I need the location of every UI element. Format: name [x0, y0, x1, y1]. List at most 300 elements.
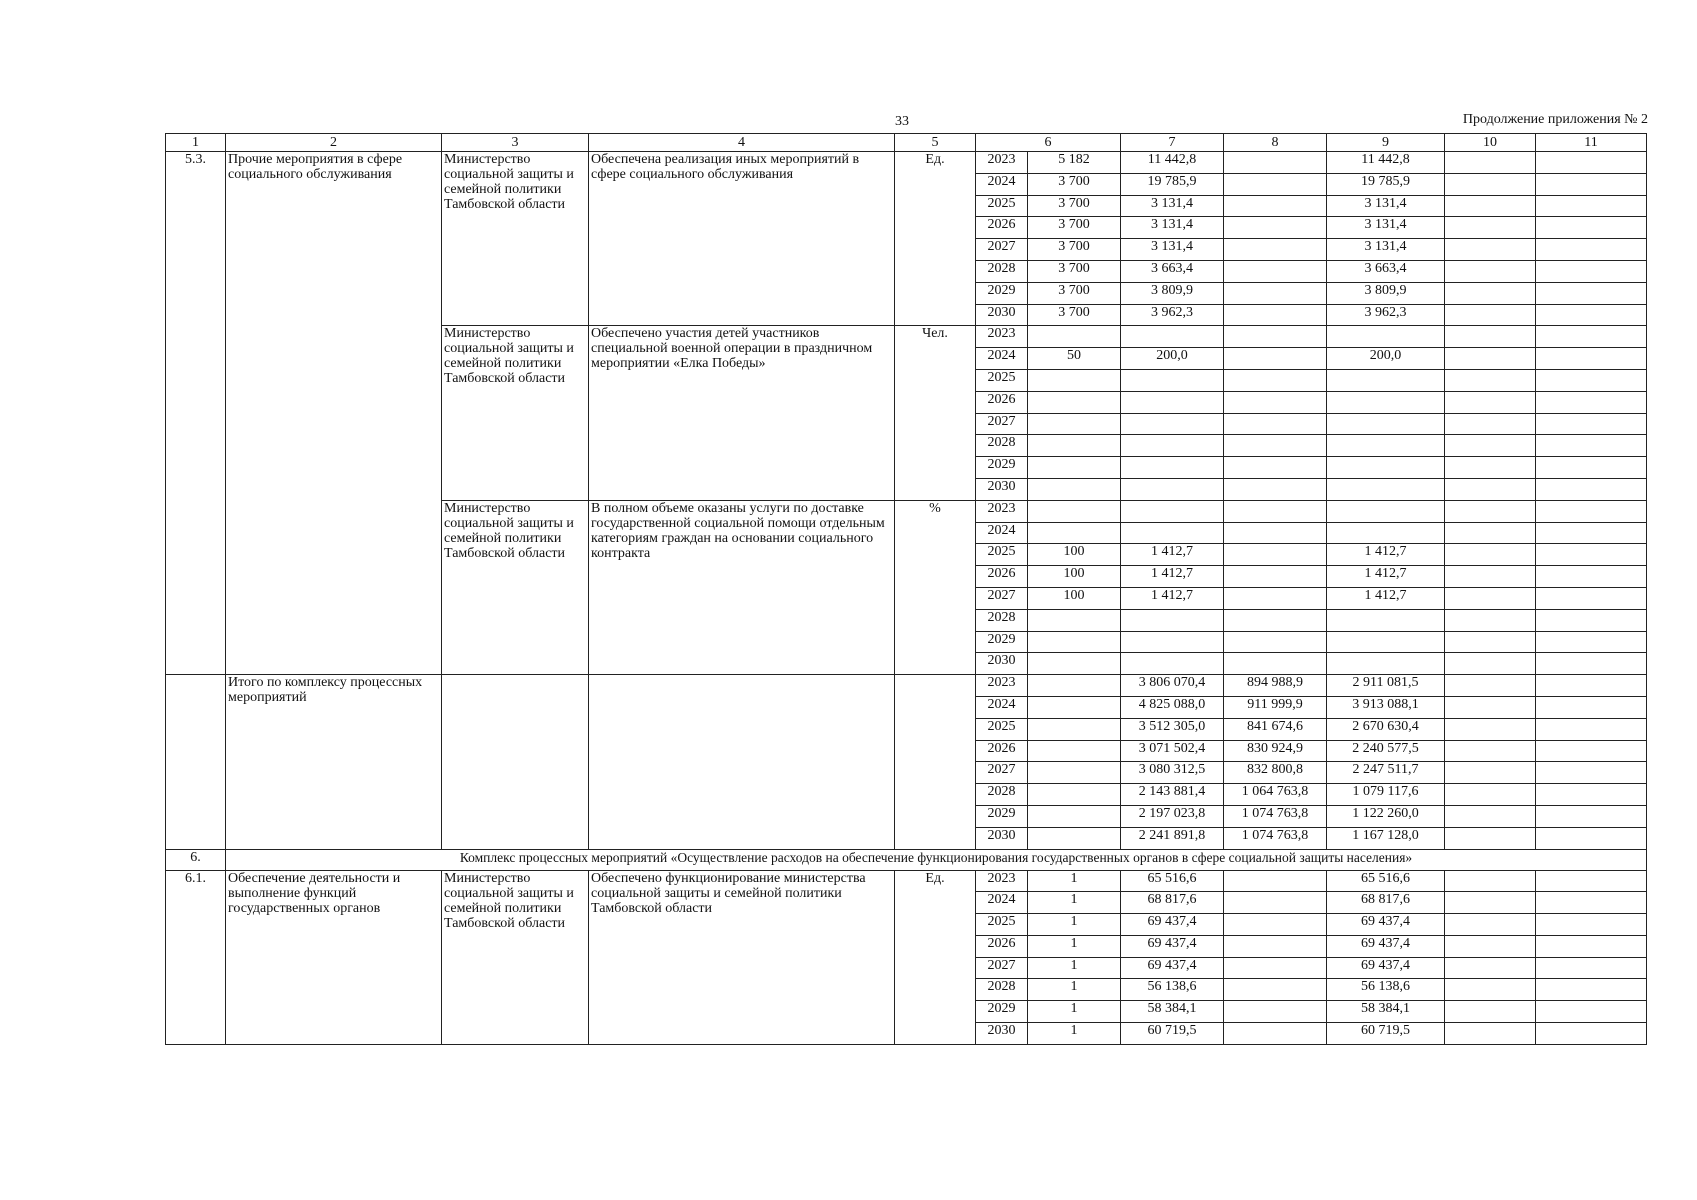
result-cell [589, 675, 895, 849]
value-col8 [1224, 870, 1327, 892]
value-col9: 60 719,5 [1327, 1023, 1445, 1045]
value-col8 [1224, 979, 1327, 1001]
value-col10 [1445, 914, 1536, 936]
column-number: 7 [1121, 134, 1224, 152]
value-col11 [1536, 173, 1647, 195]
value-col8 [1224, 587, 1327, 609]
value-col7 [1121, 522, 1224, 544]
value-col11 [1536, 892, 1647, 914]
value-col11 [1536, 784, 1647, 806]
value-col10 [1445, 566, 1536, 588]
value-col11 [1536, 217, 1647, 239]
result-cell: Обеспечено функционирование министерства социальной защиты и семейной политики Тамбовской области [589, 870, 895, 1044]
year-cell: 2029 [976, 631, 1028, 653]
executor-cell: Министерство социальной защиты и семейной политики Тамбовской области [442, 326, 589, 500]
value-col8: 894 988,9 [1224, 675, 1327, 697]
year-cell: 2027 [976, 413, 1028, 435]
unit-cell: % [895, 500, 976, 674]
value-col6 [1028, 696, 1121, 718]
value-col7: 2 197 023,8 [1121, 805, 1224, 827]
value-col8 [1224, 152, 1327, 174]
value-col6 [1028, 478, 1121, 500]
value-col8: 911 999,9 [1224, 696, 1327, 718]
value-col8 [1224, 914, 1327, 936]
value-col11 [1536, 696, 1647, 718]
year-cell: 2029 [976, 282, 1028, 304]
column-number: 9 [1327, 134, 1445, 152]
value-col8 [1224, 282, 1327, 304]
value-col10 [1445, 435, 1536, 457]
value-col9 [1327, 391, 1445, 413]
value-col6 [1028, 762, 1121, 784]
value-col10 [1445, 740, 1536, 762]
value-col11 [1536, 935, 1647, 957]
value-col9 [1327, 369, 1445, 391]
value-col9 [1327, 326, 1445, 348]
value-col11 [1536, 631, 1647, 653]
value-col11 [1536, 805, 1647, 827]
value-col11 [1536, 870, 1647, 892]
value-col8: 1 074 763,8 [1224, 805, 1327, 827]
value-col7: 69 437,4 [1121, 914, 1224, 936]
year-cell: 2030 [976, 1023, 1028, 1045]
value-col6 [1028, 391, 1121, 413]
value-col8 [1224, 217, 1327, 239]
value-col7: 1 412,7 [1121, 566, 1224, 588]
value-col6 [1028, 653, 1121, 675]
value-col9: 56 138,6 [1327, 979, 1445, 1001]
appendix-table [165, 133, 1647, 1045]
value-col11 [1536, 740, 1647, 762]
executor-cell [442, 675, 589, 849]
value-col7: 69 437,4 [1121, 957, 1224, 979]
value-col9: 3 131,4 [1327, 195, 1445, 217]
value-col10 [1445, 500, 1536, 522]
column-number: 10 [1445, 134, 1536, 152]
value-col7: 1 412,7 [1121, 544, 1224, 566]
value-col8 [1224, 566, 1327, 588]
value-col7 [1121, 391, 1224, 413]
section-index: 6. [166, 849, 226, 870]
column-number: 3 [442, 134, 589, 152]
value-col6 [1028, 784, 1121, 806]
year-cell: 2026 [976, 391, 1028, 413]
value-col11 [1536, 1023, 1647, 1045]
value-col7: 3 809,9 [1121, 282, 1224, 304]
value-col7: 68 817,6 [1121, 892, 1224, 914]
value-col10 [1445, 696, 1536, 718]
value-col8 [1224, 957, 1327, 979]
value-col10 [1445, 631, 1536, 653]
value-col7: 4 825 088,0 [1121, 696, 1224, 718]
value-col11 [1536, 718, 1647, 740]
value-col8 [1224, 413, 1327, 435]
value-col7: 56 138,6 [1121, 979, 1224, 1001]
value-col6 [1028, 718, 1121, 740]
value-col11 [1536, 544, 1647, 566]
value-col9: 3 131,4 [1327, 239, 1445, 261]
executor-cell: Министерство социальной защиты и семейной политики Тамбовской области [442, 152, 589, 326]
value-col10 [1445, 1023, 1536, 1045]
value-col11 [1536, 348, 1647, 370]
value-col6: 1 [1028, 935, 1121, 957]
value-col9 [1327, 457, 1445, 479]
value-col8 [1224, 369, 1327, 391]
value-col7: 3 071 502,4 [1121, 740, 1224, 762]
value-col9 [1327, 435, 1445, 457]
year-cell: 2025 [976, 914, 1028, 936]
value-col7: 3 806 070,4 [1121, 675, 1224, 697]
year-cell: 2028 [976, 435, 1028, 457]
value-col6 [1028, 413, 1121, 435]
year-cell: 2030 [976, 827, 1028, 849]
value-col9 [1327, 609, 1445, 631]
executor-cell: Министерство социальной защиты и семейной политики Тамбовской области [442, 870, 589, 1044]
value-col10 [1445, 653, 1536, 675]
year-cell: 2024 [976, 892, 1028, 914]
value-col10 [1445, 478, 1536, 500]
value-col7: 3 131,4 [1121, 195, 1224, 217]
value-col10 [1445, 979, 1536, 1001]
value-col9: 3 809,9 [1327, 282, 1445, 304]
value-col9: 1 079 117,6 [1327, 784, 1445, 806]
column-number: 4 [589, 134, 895, 152]
value-col7: 58 384,1 [1121, 1001, 1224, 1023]
value-col10 [1445, 413, 1536, 435]
value-col11 [1536, 152, 1647, 174]
value-col8 [1224, 935, 1327, 957]
value-col11 [1536, 979, 1647, 1001]
value-col11 [1536, 369, 1647, 391]
value-col6: 100 [1028, 566, 1121, 588]
item-index: 5.3. [166, 152, 226, 675]
value-col6 [1028, 522, 1121, 544]
value-col8 [1224, 653, 1327, 675]
value-col8: 1 064 763,8 [1224, 784, 1327, 806]
value-col6: 1 [1028, 914, 1121, 936]
column-number: 2 [226, 134, 442, 152]
item-index: 6.1. [166, 870, 226, 1044]
value-col11 [1536, 675, 1647, 697]
value-col10 [1445, 239, 1536, 261]
value-col11 [1536, 457, 1647, 479]
value-col7: 3 962,3 [1121, 304, 1224, 326]
value-col8 [1224, 435, 1327, 457]
value-col7 [1121, 435, 1224, 457]
value-col7: 65 516,6 [1121, 870, 1224, 892]
value-col9: 1 122 260,0 [1327, 805, 1445, 827]
year-cell: 2023 [976, 500, 1028, 522]
value-col9: 69 437,4 [1327, 935, 1445, 957]
value-col9: 65 516,6 [1327, 870, 1445, 892]
value-col8 [1224, 326, 1327, 348]
value-col6 [1028, 805, 1121, 827]
value-col10 [1445, 282, 1536, 304]
value-col6: 3 700 [1028, 260, 1121, 282]
item-name: Итого по комплексу процессных мероприятий [226, 675, 442, 849]
value-col8 [1224, 522, 1327, 544]
value-col10 [1445, 675, 1536, 697]
value-col6: 1 [1028, 957, 1121, 979]
value-col7 [1121, 457, 1224, 479]
value-col6 [1028, 827, 1121, 849]
value-col9: 200,0 [1327, 348, 1445, 370]
value-col8: 832 800,8 [1224, 762, 1327, 784]
value-col8 [1224, 1001, 1327, 1023]
year-cell: 2025 [976, 544, 1028, 566]
value-col7: 1 412,7 [1121, 587, 1224, 609]
value-col10 [1445, 587, 1536, 609]
value-col11 [1536, 609, 1647, 631]
unit-cell: Чел. [895, 326, 976, 500]
value-col11 [1536, 326, 1647, 348]
year-cell: 2027 [976, 957, 1028, 979]
value-col7: 2 241 891,8 [1121, 827, 1224, 849]
value-col11 [1536, 762, 1647, 784]
value-col10 [1445, 304, 1536, 326]
value-col10 [1445, 195, 1536, 217]
value-col9: 2 670 630,4 [1327, 718, 1445, 740]
result-cell: Обеспечена реализация иных мероприятий в сфере социального обслуживания [589, 152, 895, 326]
value-col7 [1121, 478, 1224, 500]
value-col10 [1445, 152, 1536, 174]
result-cell: Обеспечено участия детей участников специальной военной операции в праздничном мероприятии «Елка Победы» [589, 326, 895, 500]
value-col6: 1 [1028, 979, 1121, 1001]
value-col11 [1536, 500, 1647, 522]
year-cell: 2025 [976, 195, 1028, 217]
value-col11 [1536, 260, 1647, 282]
value-col10 [1445, 217, 1536, 239]
value-col7: 3 080 312,5 [1121, 762, 1224, 784]
year-cell: 2030 [976, 304, 1028, 326]
value-col9: 68 817,6 [1327, 892, 1445, 914]
value-col9 [1327, 653, 1445, 675]
value-col8 [1224, 544, 1327, 566]
value-col10 [1445, 326, 1536, 348]
value-col11 [1536, 653, 1647, 675]
year-cell: 2023 [976, 675, 1028, 697]
value-col6: 5 182 [1028, 152, 1121, 174]
column-number: 1 [166, 134, 226, 152]
value-col8 [1224, 609, 1327, 631]
value-col9: 1 167 128,0 [1327, 827, 1445, 849]
year-cell: 2023 [976, 326, 1028, 348]
table-row [166, 870, 1647, 892]
column-number-row [166, 134, 1647, 152]
value-col6 [1028, 435, 1121, 457]
value-col6: 3 700 [1028, 282, 1121, 304]
value-col10 [1445, 391, 1536, 413]
value-col11 [1536, 239, 1647, 261]
result-cell: В полном объеме оказаны услуги по доставке государственной социальной помощи отдельным категориям граждан на основании социального контракта [589, 500, 895, 674]
value-col11 [1536, 478, 1647, 500]
value-col9 [1327, 500, 1445, 522]
value-col9 [1327, 522, 1445, 544]
value-col10 [1445, 892, 1536, 914]
value-col9: 3 663,4 [1327, 260, 1445, 282]
value-col10 [1445, 544, 1536, 566]
value-col10 [1445, 260, 1536, 282]
year-cell: 2028 [976, 609, 1028, 631]
value-col9: 2 247 511,7 [1327, 762, 1445, 784]
value-col11 [1536, 522, 1647, 544]
value-col11 [1536, 587, 1647, 609]
value-col9: 1 412,7 [1327, 566, 1445, 588]
value-col6: 50 [1028, 348, 1121, 370]
value-col7: 3 131,4 [1121, 217, 1224, 239]
value-col6 [1028, 740, 1121, 762]
year-cell: 2024 [976, 173, 1028, 195]
value-col8 [1224, 1023, 1327, 1045]
value-col9: 69 437,4 [1327, 914, 1445, 936]
year-cell: 2028 [976, 979, 1028, 1001]
value-col7: 69 437,4 [1121, 935, 1224, 957]
value-col7: 3 663,4 [1121, 260, 1224, 282]
value-col11 [1536, 304, 1647, 326]
value-col8 [1224, 304, 1327, 326]
value-col7 [1121, 369, 1224, 391]
value-col8 [1224, 260, 1327, 282]
value-col8: 841 674,6 [1224, 718, 1327, 740]
value-col7: 200,0 [1121, 348, 1224, 370]
value-col7: 3 512 305,0 [1121, 718, 1224, 740]
value-col11 [1536, 957, 1647, 979]
value-col10 [1445, 522, 1536, 544]
value-col9: 3 913 088,1 [1327, 696, 1445, 718]
value-col8 [1224, 500, 1327, 522]
value-col11 [1536, 282, 1647, 304]
value-col9: 11 442,8 [1327, 152, 1445, 174]
value-col10 [1445, 935, 1536, 957]
value-col6: 1 [1028, 1023, 1121, 1045]
value-col11 [1536, 566, 1647, 588]
year-cell: 2023 [976, 870, 1028, 892]
value-col7: 2 143 881,4 [1121, 784, 1224, 806]
value-col6: 3 700 [1028, 239, 1121, 261]
value-col6: 1 [1028, 870, 1121, 892]
value-col6: 3 700 [1028, 217, 1121, 239]
item-name: Прочие мероприятия в сфере социального обслуживания [226, 152, 442, 675]
page-number: 33 [895, 114, 909, 129]
item-index [166, 675, 226, 849]
year-cell: 2030 [976, 653, 1028, 675]
year-cell: 2026 [976, 740, 1028, 762]
value-col7: 19 785,9 [1121, 173, 1224, 195]
value-col7 [1121, 609, 1224, 631]
value-col7 [1121, 631, 1224, 653]
value-col7 [1121, 326, 1224, 348]
column-number: 6 [976, 134, 1121, 152]
value-col9 [1327, 413, 1445, 435]
value-col6 [1028, 457, 1121, 479]
year-cell: 2026 [976, 566, 1028, 588]
value-col11 [1536, 914, 1647, 936]
value-col7 [1121, 500, 1224, 522]
year-cell: 2027 [976, 587, 1028, 609]
year-cell: 2026 [976, 217, 1028, 239]
value-col10 [1445, 348, 1536, 370]
value-col6: 3 700 [1028, 304, 1121, 326]
value-col6 [1028, 369, 1121, 391]
item-name: Обеспечение деятельности и выполнение функций государственных органов [226, 870, 442, 1044]
value-col10 [1445, 173, 1536, 195]
value-col10 [1445, 784, 1536, 806]
value-col9 [1327, 478, 1445, 500]
value-col9: 3 962,3 [1327, 304, 1445, 326]
year-cell: 2025 [976, 369, 1028, 391]
value-col8 [1224, 457, 1327, 479]
year-cell: 2029 [976, 457, 1028, 479]
value-col6: 1 [1028, 892, 1121, 914]
value-col10 [1445, 609, 1536, 631]
year-cell: 2024 [976, 348, 1028, 370]
value-col10 [1445, 957, 1536, 979]
year-cell: 2027 [976, 239, 1028, 261]
value-col9 [1327, 631, 1445, 653]
value-col10 [1445, 369, 1536, 391]
year-cell: 2026 [976, 935, 1028, 957]
unit-cell [895, 675, 976, 849]
value-col11 [1536, 1001, 1647, 1023]
year-cell: 2028 [976, 260, 1028, 282]
value-col6 [1028, 500, 1121, 522]
value-col10 [1445, 718, 1536, 740]
column-number: 8 [1224, 134, 1327, 152]
value-col8 [1224, 391, 1327, 413]
value-col9: 19 785,9 [1327, 173, 1445, 195]
table-row [166, 675, 1647, 697]
value-col10 [1445, 870, 1536, 892]
column-number: 11 [1536, 134, 1647, 152]
value-col8 [1224, 478, 1327, 500]
value-col7: 11 442,8 [1121, 152, 1224, 174]
unit-cell: Ед. [895, 870, 976, 1044]
value-col10 [1445, 457, 1536, 479]
value-col8 [1224, 239, 1327, 261]
value-col6 [1028, 675, 1121, 697]
unit-cell: Ед. [895, 152, 976, 326]
value-col7: 60 719,5 [1121, 1023, 1224, 1045]
executor-cell: Министерство социальной защиты и семейной политики Тамбовской области [442, 500, 589, 674]
value-col9: 1 412,7 [1327, 544, 1445, 566]
value-col8 [1224, 348, 1327, 370]
year-cell: 2029 [976, 1001, 1028, 1023]
value-col7 [1121, 413, 1224, 435]
value-col11 [1536, 413, 1647, 435]
year-cell: 2023 [976, 152, 1028, 174]
value-col7 [1121, 653, 1224, 675]
value-col8: 1 074 763,8 [1224, 827, 1327, 849]
value-col9: 3 131,4 [1327, 217, 1445, 239]
value-col6: 100 [1028, 587, 1121, 609]
value-col10 [1445, 762, 1536, 784]
value-col11 [1536, 827, 1647, 849]
value-col11 [1536, 435, 1647, 457]
year-cell: 2025 [976, 718, 1028, 740]
year-cell: 2024 [976, 696, 1028, 718]
section-title: Комплекс процессных мероприятий «Осуществление расходов на обеспечение функционирования государственных органов в сфере социальной защиты населения» [226, 849, 1647, 870]
value-col9: 2 240 577,5 [1327, 740, 1445, 762]
value-col10 [1445, 1001, 1536, 1023]
value-col6: 100 [1028, 544, 1121, 566]
value-col9: 1 412,7 [1327, 587, 1445, 609]
value-col9: 69 437,4 [1327, 957, 1445, 979]
value-col8: 830 924,9 [1224, 740, 1327, 762]
year-cell: 2024 [976, 522, 1028, 544]
value-col8 [1224, 195, 1327, 217]
value-col8 [1224, 173, 1327, 195]
value-col11 [1536, 195, 1647, 217]
